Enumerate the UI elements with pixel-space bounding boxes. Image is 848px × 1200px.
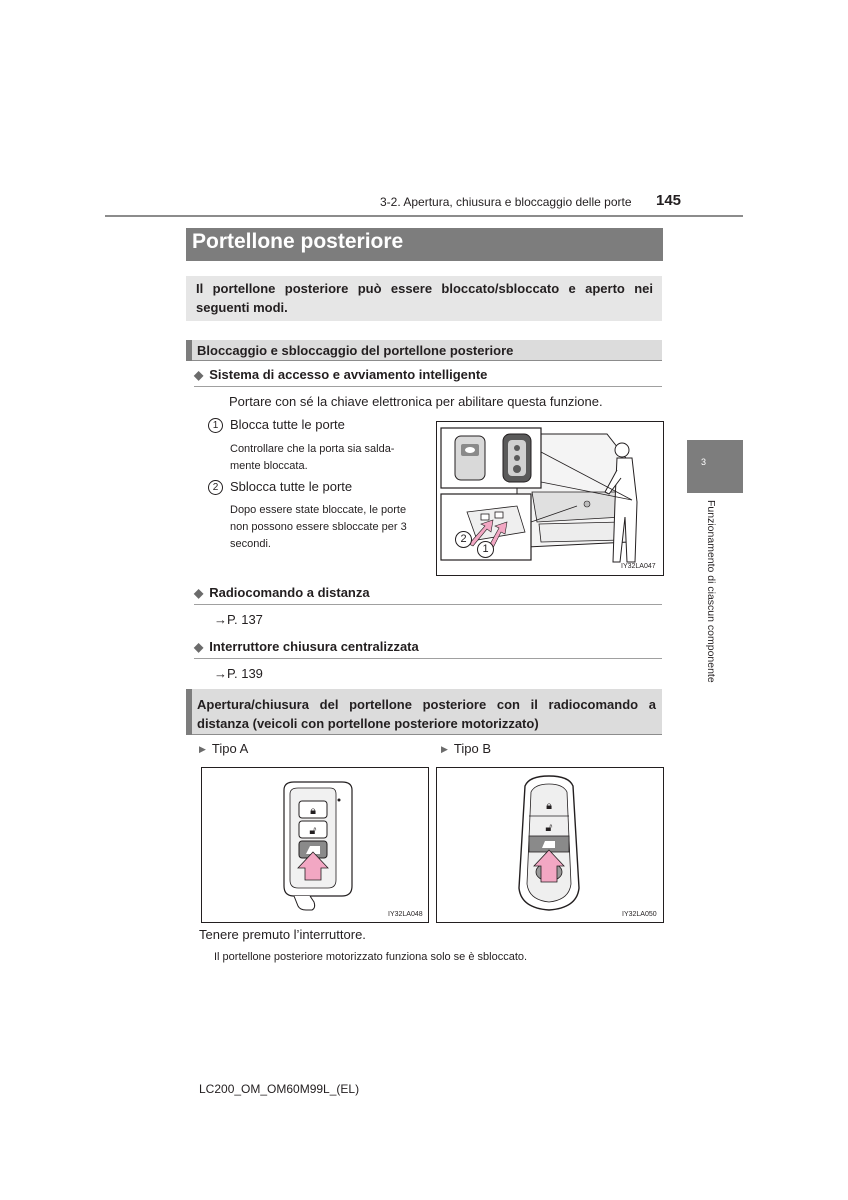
item-2-label: 2 Sblocca tutte le porte [208, 479, 352, 495]
chapter-label: Funzionamento di ciascun componente [705, 500, 717, 683]
figure-callout-2: 2 [455, 531, 472, 548]
section2-heading-line2: distanza (veicoli con portellone posteriore motorizzato) [197, 716, 539, 731]
section2-heading-line1: Apertura/chiusura del portellone posteriore con il radiocomando a [197, 697, 656, 712]
svg-text:🔒︎: 🔒︎ [310, 804, 316, 817]
arrow-right-icon: → [214, 612, 227, 627]
rule [194, 604, 662, 605]
diamond-icon: ◆ [194, 368, 204, 382]
smart-system-text: Portare con sé la chiave elettronica per abilitare questa funzione. [229, 394, 603, 409]
footer-code: LC200_OM_OM60M99L_(EL) [199, 1082, 360, 1096]
car-rear-illustration [437, 422, 663, 575]
note-text: Il portellone posteriore motorizzato funziona solo se è sbloccato. [214, 951, 528, 963]
page-number: 145 [656, 192, 682, 209]
type-a-label: ▶ Tipo A [199, 741, 249, 756]
figure-callout-1: 1 [477, 541, 494, 558]
remote-ref[interactable]: →P. 137 [214, 612, 263, 627]
svg-text:🔒︎: 🔒︎ [546, 799, 552, 812]
item-2-note-line1: Dopo essere state bloccate, le porte [230, 504, 407, 516]
page-title: Portellone posteriore [192, 230, 404, 253]
central-switch-heading: ◆ Interruttore chiusura centralizzata [194, 639, 419, 654]
triangle-right-icon: ▶ [441, 744, 448, 754]
section1-heading: Bloccaggio e sbloccaggio del portellone posteriore [197, 343, 514, 358]
figure-code-050: IY32LA050 [622, 911, 657, 918]
arrow-right-icon: → [214, 666, 227, 681]
item-1-note-line2: mente bloccata. [230, 460, 308, 472]
figure-key-type-b [436, 767, 664, 923]
figure-code-048: IY32LA048 [388, 911, 423, 918]
figure-code-047: IY32LA047 [621, 563, 656, 570]
section2-heading-marker [186, 689, 192, 735]
key-type-a-illustration [202, 768, 428, 922]
svg-text:🔓︎: 🔓︎ [545, 821, 553, 834]
section1-heading-marker [186, 340, 192, 361]
header-section-title: 3-2. Apertura, chiusura e bloccaggio delle porte [380, 195, 632, 209]
item-1-note-line1: Controllare che la porta sia salda- [230, 443, 395, 455]
type-b-label: ▶ Tipo B [441, 741, 492, 756]
figure-key-type-a [201, 767, 429, 923]
smart-system-heading: ◆ Sistema di accesso e avviamento intelligente [194, 367, 488, 382]
rule [194, 658, 662, 659]
diamond-icon: ◆ [194, 586, 204, 600]
chapter-tab[interactable] [687, 440, 743, 493]
item-2-note-line3: secondi. [230, 538, 271, 550]
remote-heading: ◆ Radiocomando a distanza [194, 585, 370, 600]
instruction-text: Tenere premuto l’interruttore. [199, 927, 366, 942]
diamond-icon: ◆ [194, 640, 204, 654]
central-switch-ref[interactable]: →P. 139 [214, 666, 263, 681]
triangle-right-icon: ▶ [199, 744, 206, 754]
rule [194, 386, 662, 387]
circle-number-1: 1 [208, 418, 223, 433]
chapter-number: 3 [701, 457, 707, 467]
key-type-b-illustration [437, 768, 663, 922]
intro-text: Il portellone posteriore può essere bloccato/sbloccato e aperto nei seguenti modi. [196, 281, 653, 315]
circle-number-2: 2 [208, 480, 223, 495]
item-1-label: 1 Blocca tutte le porte [208, 417, 345, 433]
item-2-note-line2: non possono essere sbloccate per 3 [230, 521, 407, 533]
svg-text:🔓︎: 🔓︎ [309, 824, 317, 837]
header-rule [105, 215, 743, 217]
figure-smart-entry [436, 421, 664, 576]
